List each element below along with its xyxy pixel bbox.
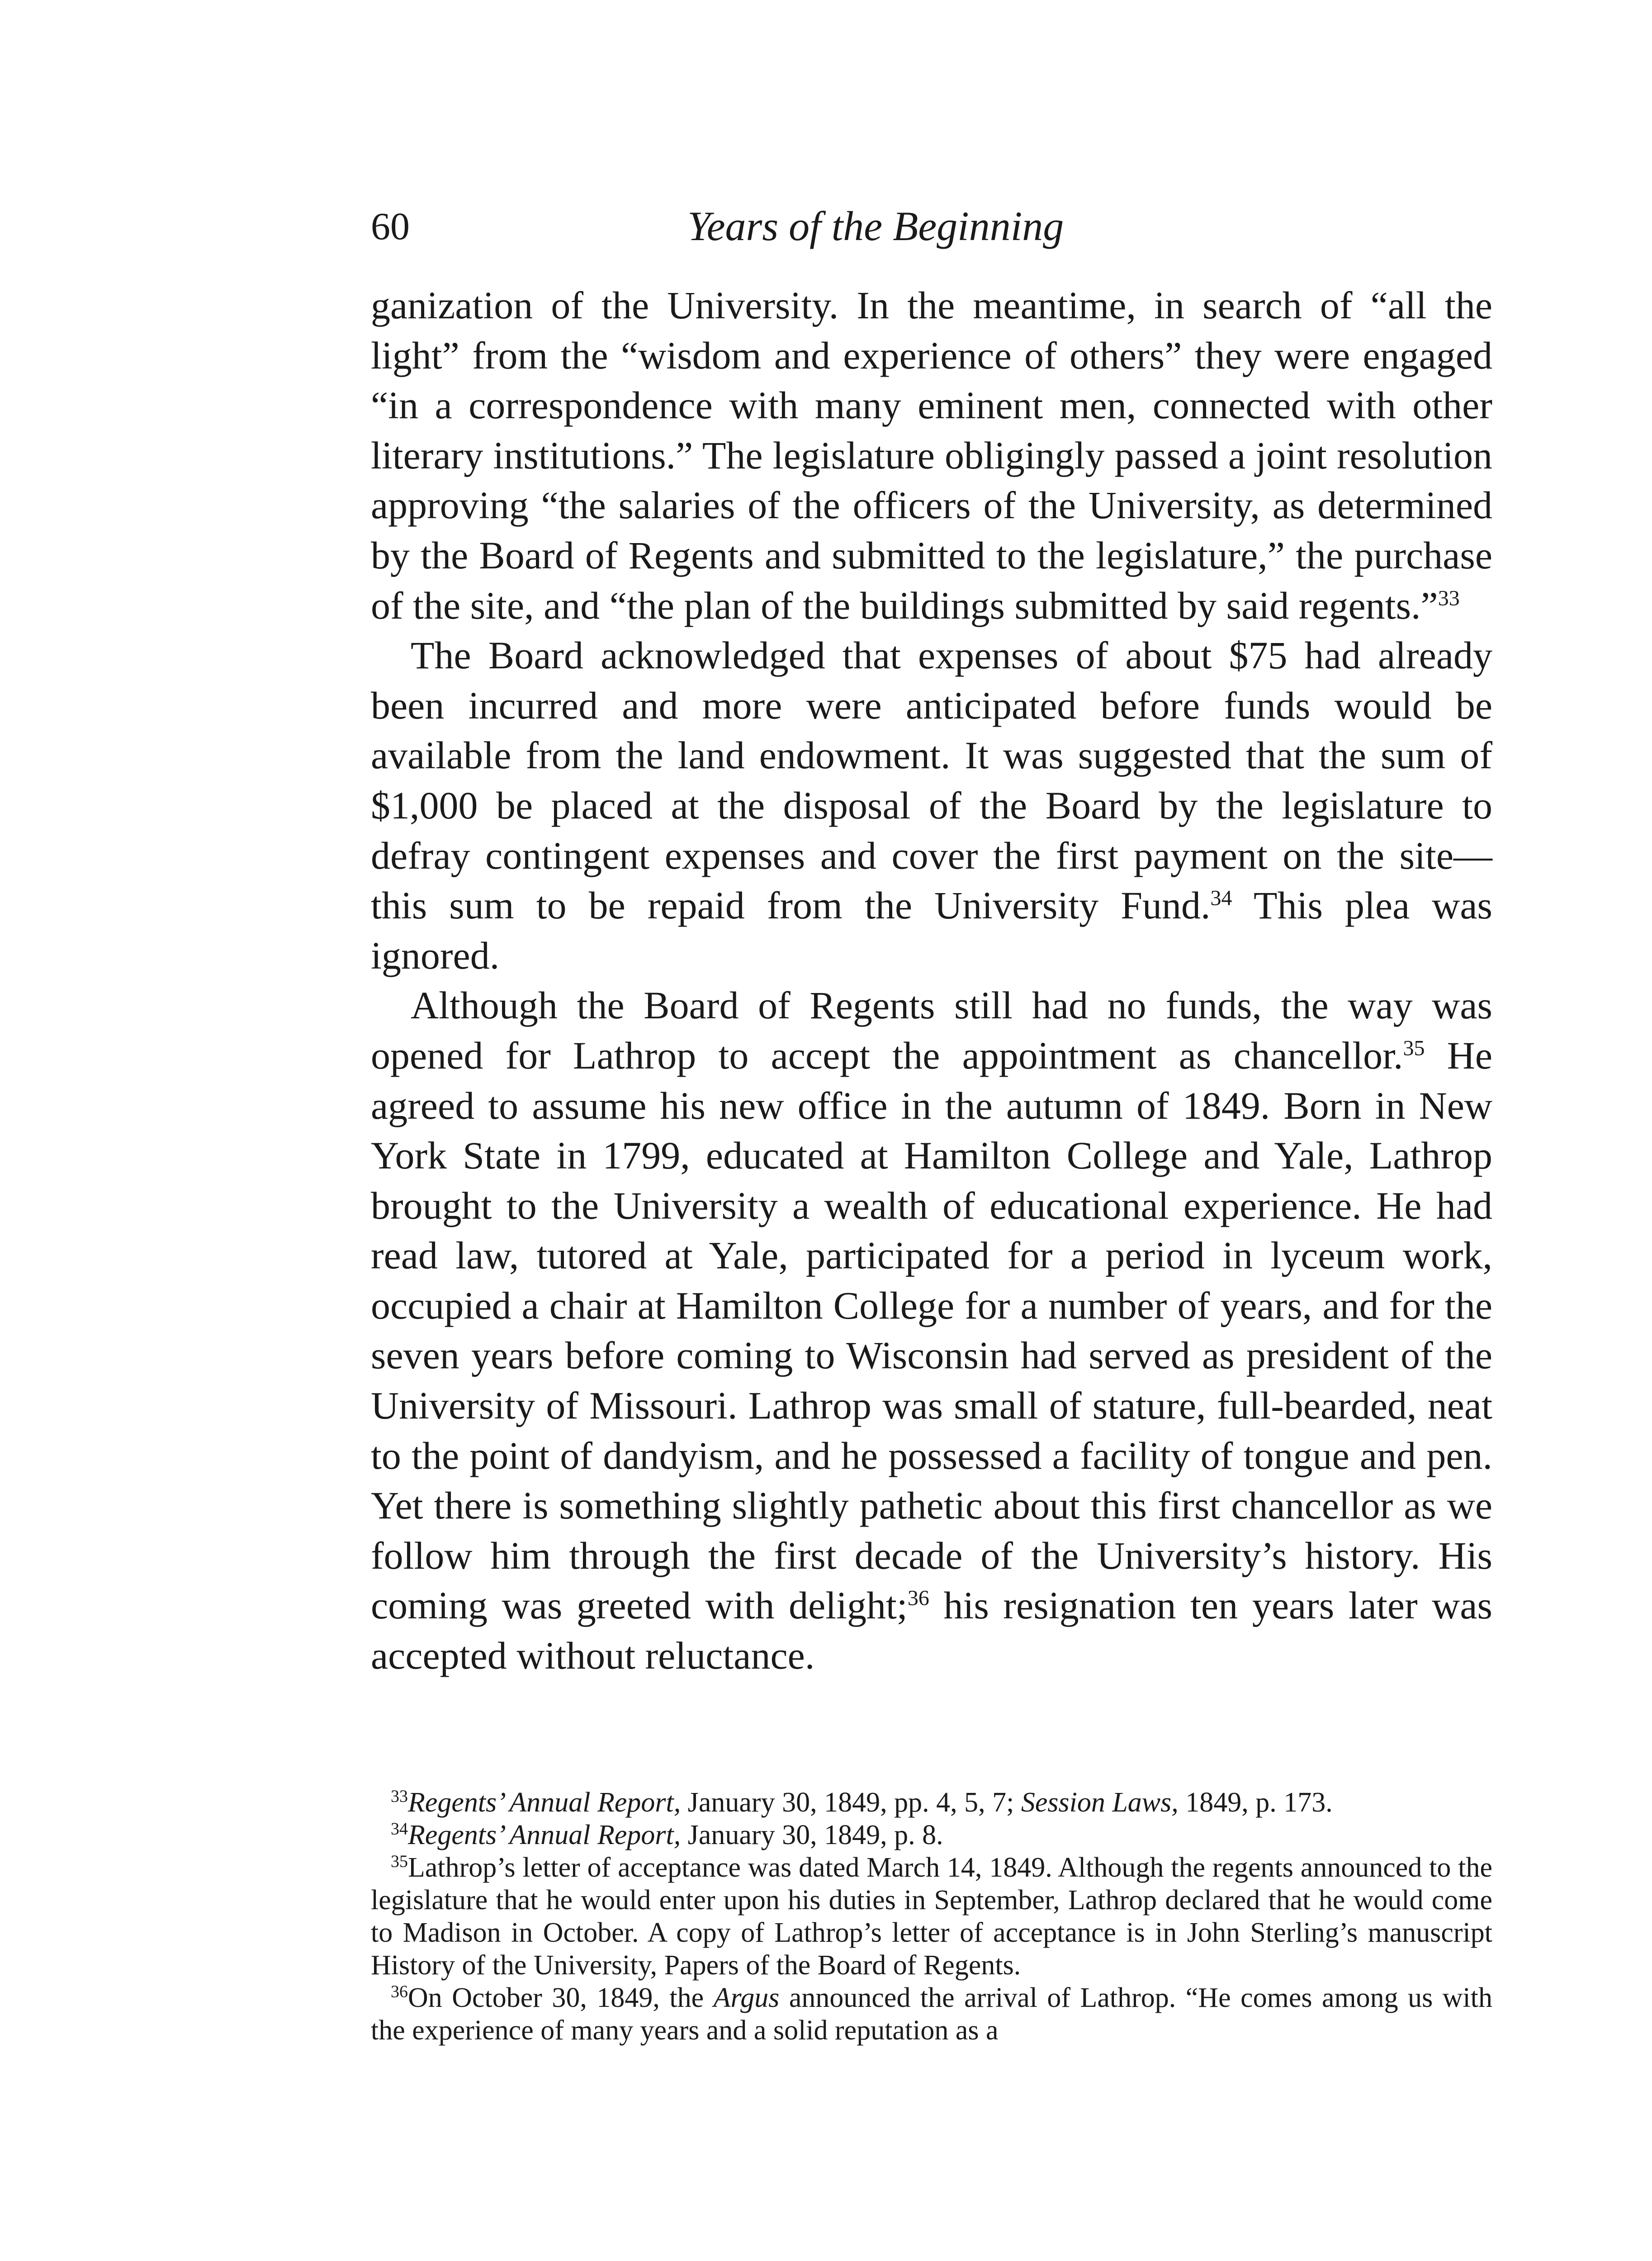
paragraph-text: Although the Board of Regents still had no funds, the way was opened for Lathrop to accept the appointment as chancellor. (371, 984, 1492, 1077)
page-number: 60 (371, 204, 410, 248)
footnote-mark: 36 (391, 1982, 408, 2001)
footnote-text: January 30, 1849, p. 8. (681, 1820, 943, 1850)
footnote-ref: 36 (907, 1586, 929, 1610)
footnote-ref: 34 (1210, 886, 1232, 910)
footnotes (371, 1786, 1492, 2047)
footnote-text: announced the arrival of Lathrop. “He comes among us with the experience of many years and a solid reputation as a (371, 1982, 1492, 2046)
footnote-36 (371, 1982, 1492, 2047)
citation-title: Regents’ Annual Report, (408, 1787, 681, 1818)
footnote-ref: 33 (1438, 586, 1460, 610)
citation-title: Session Laws, (1021, 1787, 1179, 1818)
footnote-text: January 30, 1849, pp. 4, 5, 7; (681, 1787, 1021, 1818)
footnote-text: 1849, p. 173. (1178, 1787, 1333, 1818)
footnote-35 (371, 1851, 1492, 1982)
footnote-mark: 34 (391, 1819, 408, 1839)
running-head (371, 199, 1501, 258)
footnote-mark: 35 (391, 1852, 408, 1871)
citation-title: Argus (713, 1982, 780, 2013)
footnote-mark: 33 (391, 1787, 408, 1806)
paragraph-text: This plea was ignored. (371, 884, 1492, 977)
footnote-text: Lathrop’s letter of acceptance was dated March 14, 1849. Although the regents announced to the legislature that he would enter upon his duties in September, Lathrop declared that he would come to Madison in October. A copy of Lathrop’s letter of acceptance is in John Sterling’s manuscript History of the University, Papers of the Board of Regents. (371, 1852, 1492, 1981)
paragraph-text: He agreed to assume his new office in the autumn of 1849. Born in New York State in 1799, educated at Hamilton College and Yale, Lathrop brought to the University a wealth of educational experience. He had read law, tutored at Yale, participated for a period in lyceum work, occupied a chair at Hamilton College for a number of years, and for the seven years before coming to Wisconsin had served as president of the University of Missouri. Lathrop was small of stature, full-bearded, neat to the point of dandyism, and he possessed a facility of tongue and pen. Yet there is something slightly pathetic about this first chancellor as we follow him through the first decade of the University’s history. His coming was greeted with delight; (371, 1033, 1493, 1627)
paragraph-1 (371, 280, 1492, 630)
footnote-34 (371, 1819, 1492, 1851)
paragraph-text: The Board acknowledged that expenses of about $75 had already been incurred and more were anticipated before funds would be available from the land endowment. It was suggested that the sum of $1,000 be placed at the disposal of the Board by the legislature to defray contingent expenses and cover the first payment on the site—this sum to be repaid from the University Fund. (371, 634, 1492, 927)
paragraph-text: his resignation ten years later was accepted without reluctance. (371, 1584, 1492, 1678)
paragraph-3 (371, 980, 1492, 1680)
running-title: Years of the Beginning (687, 203, 1064, 249)
body-text (371, 280, 1492, 1681)
paragraph-2 (371, 630, 1492, 980)
footnote-ref: 35 (1403, 1036, 1425, 1060)
citation-title: Regents’ Annual Report, (408, 1820, 681, 1850)
footnote-33 (371, 1786, 1492, 1819)
footnote-text: On October 30, 1849, the (408, 1982, 714, 2013)
paragraph-text: ganization of the University. In the meantime, in search of “all the light” from the “wisdom and experience of others” they were engaged “in a correspondence with many eminent men, connected with other literary institutions.” The legislature obligingly passed a joint resolution approving “the salaries of the officers of the University, as determined by the Board of Regents and submitted to the legislature,” the purchase of the site, and “the plan of the buildings submitted by said regents.” (371, 284, 1492, 627)
